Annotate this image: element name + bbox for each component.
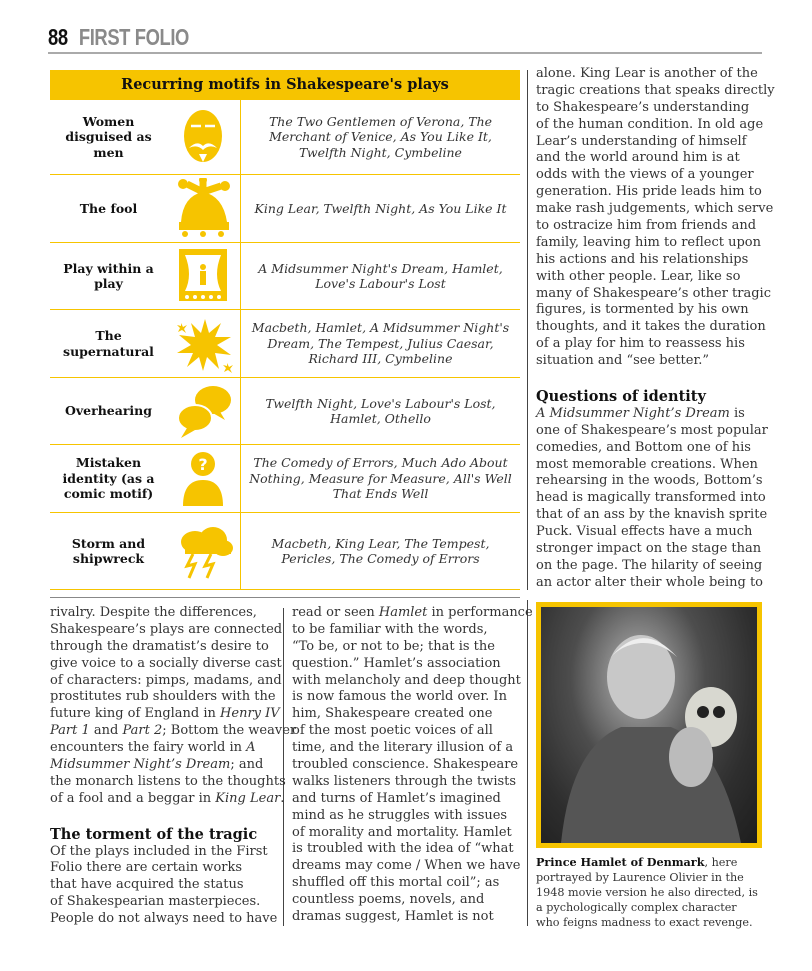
text: question.” Hamlet’s association	[292, 655, 501, 671]
motif-row	[50, 378, 520, 445]
motif-row	[50, 310, 520, 378]
text-line	[536, 440, 775, 457]
photo-caption	[536, 855, 758, 930]
motif-label: Overhearing	[65, 403, 152, 419]
column-divider	[527, 70, 528, 590]
plays-list: The Comedy of Errors, Much Ado About Nothing, Measure for Measure, All's Well That Ends Well	[249, 455, 512, 502]
text: with other people. Lear, like so	[536, 268, 741, 284]
text: situation and “see better.”	[536, 353, 710, 369]
text-line	[50, 774, 296, 791]
motifs-table	[50, 70, 520, 590]
motif-row	[50, 445, 520, 513]
text-line	[50, 689, 296, 706]
text: rehearsing in the woods, Bottom’s	[536, 473, 763, 489]
motif-label: Women disguised as men	[65, 113, 152, 160]
header-rule	[48, 52, 762, 54]
text-line	[50, 706, 296, 723]
text: comedies, and Bottom one of his	[536, 439, 751, 455]
text: Of the plays included in the First	[50, 843, 268, 859]
jester-hat-icon	[167, 175, 240, 242]
text-line	[536, 406, 775, 423]
motif-plays	[240, 100, 520, 174]
text: Lear’s understanding of himself	[536, 133, 747, 149]
text: thoughts, and it takes the duration	[536, 319, 766, 335]
section-title: FIRST FOLIO	[78, 24, 189, 50]
text: encounters the fairy world in	[50, 740, 247, 756]
text-line	[536, 83, 775, 100]
plays-list: Macbeth, Hamlet, A Midsummer Night's Dream, The Tempest, Julius Caesar, Richard III, Cymbeline	[251, 320, 510, 367]
text-line	[50, 656, 296, 673]
text-line	[292, 757, 533, 774]
text-line	[50, 791, 296, 808]
text-line	[292, 774, 533, 791]
text: and turns of Hamlet’s imagined	[292, 790, 501, 806]
text-line	[50, 639, 296, 656]
text-line	[292, 791, 533, 808]
text-line	[50, 860, 296, 877]
text-line	[536, 286, 775, 303]
text-line	[536, 201, 775, 218]
italic-text: Midsummer Night’s Dream	[50, 757, 231, 773]
text: figures, is tormented by his own	[536, 302, 749, 318]
text-line	[536, 117, 775, 134]
text: mind as he struggles with issues	[292, 807, 508, 823]
text-line	[536, 336, 775, 353]
starburst-icon	[167, 310, 240, 377]
motif-plays	[240, 310, 520, 377]
motif-plays	[240, 513, 520, 589]
motif-plays	[240, 445, 520, 512]
text-line	[536, 218, 775, 235]
motif-plays	[240, 378, 520, 444]
text-line	[50, 894, 296, 911]
question-person-icon	[167, 445, 240, 512]
motif-row	[50, 175, 520, 243]
text-line	[292, 909, 533, 926]
motif-label: Mistaken identity (as a comic motif)	[62, 455, 155, 502]
text-line	[50, 877, 296, 894]
text: many of Shakespeare’s other tragic	[536, 285, 771, 301]
text: that of an ass by the knavish sprite	[536, 507, 768, 523]
text: Folio there are certain works	[50, 860, 243, 876]
text-line	[536, 370, 775, 387]
text-line	[50, 825, 296, 844]
text-line	[50, 723, 296, 740]
text: an actor alter their whole being to	[536, 574, 764, 590]
table-bottom-rule	[50, 597, 520, 598]
text: rivalry. Despite the differences,	[50, 605, 257, 620]
text-line	[536, 507, 775, 524]
text-line	[50, 605, 296, 622]
plays-list: A Midsummer Night's Dream, Hamlet, Love's Labour's Lost	[258, 260, 503, 291]
text-line	[536, 150, 775, 167]
text-line	[536, 575, 775, 592]
text: and the world around him is at	[536, 150, 740, 166]
text-line	[536, 302, 775, 319]
italic-text: King Lear	[215, 790, 281, 806]
text: of the human condition. In old age	[536, 116, 764, 132]
caption-bold: Prince Hamlet of Denmark	[536, 855, 705, 869]
plays-list: King Lear, Twelfth Night, As You Like It	[254, 200, 507, 216]
caption-line: portrayed by Laurence Olivier in the	[536, 871, 744, 884]
text: .	[280, 790, 285, 806]
italic-text: A Midsummer Night’s Dream	[536, 405, 730, 421]
text: dramas suggest, Hamlet is not	[292, 909, 494, 925]
text-line	[536, 100, 775, 117]
plays-list: Macbeth, King Lear, The Tempest, Pericles, The Comedy of Errors	[271, 535, 490, 566]
text-line	[50, 622, 296, 639]
text: to ostracize him from friends and	[536, 218, 757, 234]
text-line	[50, 844, 296, 861]
text: prostitutes rub shoulders with the	[50, 689, 276, 705]
table-title: Recurring motifs in Shakespeare's plays	[50, 70, 520, 100]
text-line	[292, 673, 533, 690]
text: odds with the views of a younger	[536, 167, 754, 183]
text: time, and the literary illusion of a	[292, 740, 514, 756]
text-line	[536, 134, 775, 151]
text: that have acquired the status	[50, 877, 244, 893]
italic-text: A	[246, 740, 256, 756]
text: on the page. The hilarity of seeing	[536, 557, 763, 573]
text: “To be, or not to be; that is the	[292, 638, 495, 654]
text-line	[292, 656, 533, 673]
text-line	[536, 524, 775, 541]
bottom-middle-column-text	[292, 605, 533, 926]
text: countless poems, novels, and	[292, 892, 485, 908]
text-line	[536, 235, 775, 252]
text: ; Bottom the weaver	[162, 723, 297, 739]
text: of a play for him to reassess his	[536, 336, 745, 352]
text-line	[292, 622, 533, 639]
text-line	[536, 66, 775, 83]
text-line	[292, 639, 533, 656]
italic-text: Part 1	[50, 723, 90, 739]
motif-label: The supernatural	[63, 328, 154, 359]
text: is now famous the world over. In	[292, 689, 507, 705]
text: to Shakespeare’s understanding	[536, 99, 750, 115]
text-line	[50, 740, 296, 757]
text-line	[292, 892, 533, 909]
plays-list: Twelfth Night, Love's Labour's Lost, Hamlet, Othello	[265, 395, 496, 426]
motif-row	[50, 100, 520, 175]
bottom-left-column-text	[50, 605, 296, 928]
motif-label: Storm and shipwreck	[71, 535, 146, 566]
text: his actions and his relationships	[536, 251, 749, 267]
text: of the most poetic voices of all	[292, 723, 493, 739]
text: alone. King Lear is another of the	[536, 66, 758, 81]
text-line	[536, 423, 775, 440]
subheading: Questions of identity	[536, 387, 706, 405]
motif-row	[50, 513, 520, 590]
storm-cloud-icon	[167, 513, 240, 589]
text: generation. His pride leads him to	[536, 184, 762, 200]
motif-plays	[240, 243, 520, 309]
italic-text: Hamlet	[378, 605, 428, 620]
text-line	[536, 269, 775, 286]
text-line	[536, 387, 775, 406]
text-line	[50, 808, 296, 825]
text-line	[536, 541, 775, 558]
running-header	[48, 24, 189, 51]
italic-text: Part 2	[122, 723, 163, 739]
caption-line: , here	[704, 856, 738, 869]
svg-text:?: ?	[197, 454, 208, 474]
text: and	[89, 723, 123, 739]
text-line	[292, 740, 533, 757]
text: family, leaving him to reflect upon	[536, 234, 761, 250]
text-line	[292, 706, 533, 723]
text: Shakespeare’s plays are connected	[50, 621, 283, 637]
text: is	[729, 405, 745, 421]
text: of Shakespearian masterpieces.	[50, 894, 261, 910]
speech-bubbles-icon	[167, 378, 240, 444]
text: walks listeners through the twists	[292, 773, 517, 789]
text: of a fool and a beggar in	[50, 790, 216, 806]
text-line	[536, 353, 775, 370]
text: is troubled with the idea of “what	[292, 841, 514, 857]
text: make rash judgements, which serve	[536, 201, 774, 217]
text: People do not always need to have	[50, 911, 278, 927]
text-line	[292, 841, 533, 858]
text-line	[292, 875, 533, 892]
text: read or seen	[292, 605, 379, 620]
text-line	[536, 252, 775, 269]
text-line	[536, 167, 775, 184]
text: troubled conscience. Shakespeare	[292, 757, 519, 773]
hamlet-photo	[536, 602, 762, 848]
text-line	[536, 490, 775, 507]
motif-row	[50, 243, 520, 310]
text: of morality and mortality. Hamlet	[292, 824, 512, 840]
text-line	[292, 858, 533, 875]
text: to be familiar with the words,	[292, 621, 488, 637]
mustache-face-icon	[167, 100, 240, 174]
text-line	[50, 673, 296, 690]
text-line	[536, 319, 775, 336]
text: ; and	[230, 757, 264, 773]
motif-label: Play within a play	[63, 260, 154, 291]
text: one of Shakespeare’s most popular	[536, 422, 768, 438]
text: dreams may come / When we have	[292, 858, 521, 874]
text: through the dramatist’s desire to	[50, 638, 269, 654]
text-line	[536, 184, 775, 201]
motif-label: The fool	[79, 200, 138, 216]
text-line	[292, 605, 533, 622]
text-line	[292, 723, 533, 740]
caption-line: 1948 movie version he also directed, is	[536, 886, 758, 899]
text-line	[292, 808, 533, 825]
caption-line: a pychologically complex character	[536, 901, 737, 914]
text-line	[50, 757, 296, 774]
plays-list: The Two Gentlemen of Verona, The Merchant of Venice, As You Like It, Twelfth Night, Cymbeline	[268, 113, 493, 160]
right-column-text	[536, 66, 775, 592]
text: head is magically transformed into	[536, 490, 766, 506]
text: with melancholy and deep thought	[292, 672, 521, 688]
italic-text: Henry IV	[220, 706, 280, 722]
text: tragic creations that speaks directly	[536, 82, 775, 98]
text: of characters: pimps, madams, and	[50, 672, 282, 688]
page-number: 88	[48, 24, 68, 50]
stage-curtain-icon	[167, 243, 240, 309]
text: give voice to a socially diverse cast	[50, 655, 282, 671]
text: in performance	[427, 605, 533, 620]
text: him, Shakespeare created one	[292, 706, 493, 722]
text: stronger impact on the stage than	[536, 541, 762, 557]
text: the monarch listens to the thoughts	[50, 773, 286, 789]
text-line	[536, 457, 775, 474]
text-line	[292, 825, 533, 842]
text-line	[292, 689, 533, 706]
caption-line: who feigns madness to exact revenge.	[536, 916, 753, 929]
motif-plays	[240, 175, 520, 242]
text-line	[536, 473, 775, 490]
text-line	[536, 558, 775, 575]
text: shuffled off this mortal coil”; as	[292, 875, 500, 891]
subheading: The torment of the tragic	[50, 825, 258, 843]
text: Puck. Visual effects have a much	[536, 524, 753, 540]
text: future king of England in	[50, 706, 221, 722]
text-line	[50, 911, 296, 928]
text: most memorable creations. When	[536, 456, 758, 472]
